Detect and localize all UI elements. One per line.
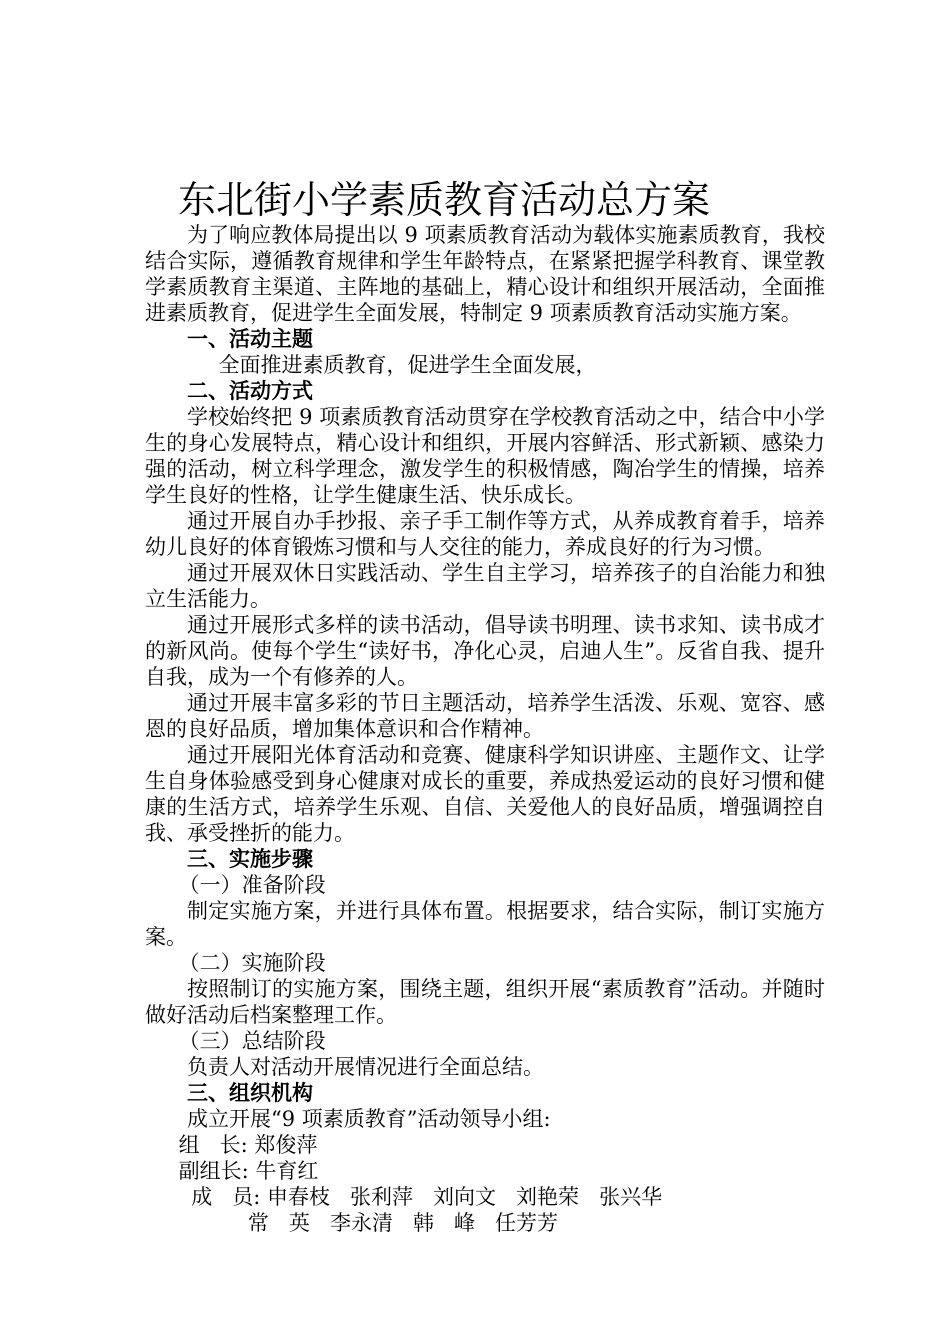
- stage-label-prepare: （一）准备阶段: [178, 873, 326, 897]
- intro-paragraph: 为了响应教体局提出以 9 项素质教育活动为载体实施素质教育，我校结合实际，遵循教育规律和学生年龄特点，在紧紧把握学科教育、课堂教学素质教育主渠道、主阵地的基础上，精心设计和组织开展活动，全面推进素质教育，促进学生全面发展，特制定 9 项素质教育活动实施方案。: [145, 223, 825, 325]
- methods-paragraph: 通过开展双休日实践活动、学生自主学习，培养孩子的自治能力和独立生活能力。: [145, 561, 825, 611]
- deputy-leader: 副组长: 牛育红: [178, 1159, 319, 1183]
- organization-intro: 成立开展“9 项素质教育”活动领导小组:: [187, 1107, 551, 1131]
- section-heading-theme: 一、活动主题: [187, 327, 313, 351]
- section-heading-steps: 三、实施步骤: [187, 847, 313, 871]
- members-line: 常 英 李永清 韩 峰 任芳芳: [247, 1211, 559, 1235]
- methods-paragraph: 学校始终把 9 项素质教育活动贯穿在学校教育活动之中，结合中小学生的身心发展特点，精心设计和组织，开展内容鲜活、形式新颖、感染力强的活动，树立科学理念，激发学生的积极情感，陶冶学生的情操，培养学生良好的性格，让学生健康生活、快乐成长。: [145, 405, 825, 507]
- section-heading-organization: 三、组织机构: [187, 1081, 313, 1105]
- theme-text: 全面推进素质教育，促进学生全面发展，: [218, 353, 597, 377]
- group-leader: 组 长: 郑俊萍: [178, 1133, 318, 1157]
- section-heading-methods: 二、活动方式: [187, 379, 313, 403]
- methods-paragraph: 通过开展形式多样的读书活动，倡导读书明理、读书求知、读书成才的新风尚。使每个学生“读好书，净化心灵，启迪人生”。反省自我、提升自我，成为一个有修养的人。: [145, 613, 825, 689]
- stage-text-summary: 负责人对活动开展情况进行全面总结。: [187, 1055, 544, 1079]
- members-line: 成 员: 申春枝 张利萍 刘向文 刘艳荣 张兴华: [191, 1185, 663, 1209]
- stage-label-summary: （三）总结阶段: [178, 1029, 326, 1053]
- document-title: 东北街小学素质教育活动总方案: [178, 178, 711, 222]
- stage-text-prepare: 制定实施方案，并进行具体布置。根据要求，结合实际，制订实施方案。: [145, 899, 825, 949]
- methods-paragraph: 通过开展阳光体育活动和竞赛、健康科学知识讲座、主题作文、让学生自身体验感受到身心健康对成长的重要，养成热爱运动的良好习惯和健康的生活方式，培养学生乐观、自信、关爱他人的良好品质，增强调控自我、承受挫折的能力。: [145, 743, 825, 845]
- document-body: [145, 222, 825, 1236]
- methods-paragraph: 通过开展自办手抄报、亲子手工制作等方式，从养成教育着手，培养幼儿良好的体育锻炼习惯和与人交往的能力，养成良好的行为习惯。: [145, 509, 825, 559]
- stage-text-implement: 按照制订的实施方案，围绕主题，组织开展“素质教育”活动。并随时做好活动后档案整理工作。: [145, 977, 825, 1027]
- methods-paragraph: 通过开展丰富多彩的节日主题活动，培养学生活泼、乐观、宽容、感恩的良好品质，增加集体意识和合作精神。: [145, 691, 825, 741]
- stage-label-implement: （二）实施阶段: [178, 951, 326, 975]
